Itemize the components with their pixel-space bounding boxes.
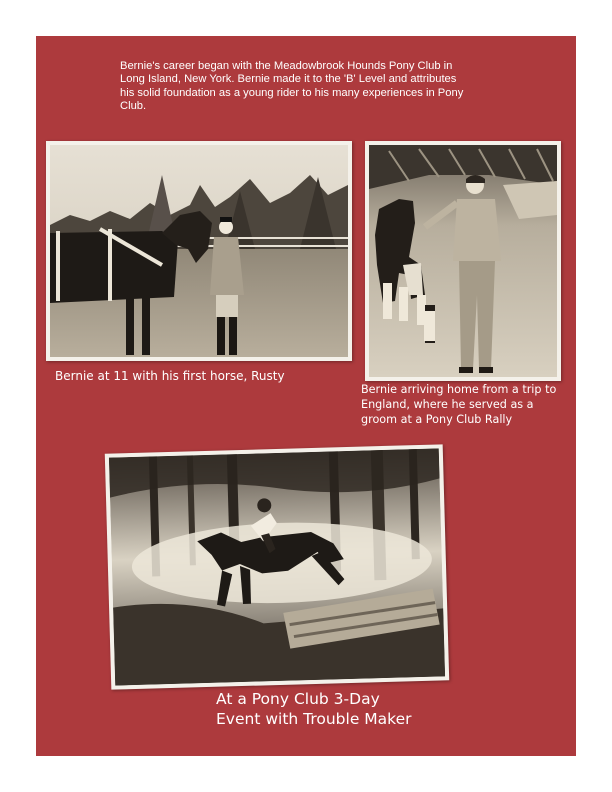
intro-paragraph xyxy=(120,60,500,114)
caption-arriving-home xyxy=(361,382,571,428)
intro-line: Club. xyxy=(120,100,147,113)
caption-line: Bernie at 11 with his first horse, Rusty xyxy=(55,369,285,383)
intro-line: Bernie's career began with the Meadowbrook Hounds Pony Club in xyxy=(120,60,453,72)
photo-image xyxy=(50,145,348,357)
caption-line: At a Pony Club 3-Day xyxy=(216,690,380,708)
photo-image xyxy=(369,145,557,377)
photo-bernie-arriving-home xyxy=(365,141,561,381)
caption-trouble-maker xyxy=(216,689,456,729)
caption-rusty xyxy=(55,369,325,384)
photo-trouble-maker-jump xyxy=(105,444,449,689)
caption-line: Bernie arriving home from a trip to xyxy=(361,383,557,396)
caption-line: Event with Trouble Maker xyxy=(216,710,412,728)
intro-line: Long Island, New York. Bernie made it to the 'B' Level and attributes xyxy=(120,73,457,86)
photo-bernie-with-rusty xyxy=(46,141,352,361)
intro-line: his solid foundation as a young rider to his many experiences in Pony xyxy=(120,86,464,99)
caption-line: England, where he served as a xyxy=(361,398,534,412)
caption-line: groom at a Pony Club Rally xyxy=(361,413,513,427)
photo-image xyxy=(109,448,445,685)
